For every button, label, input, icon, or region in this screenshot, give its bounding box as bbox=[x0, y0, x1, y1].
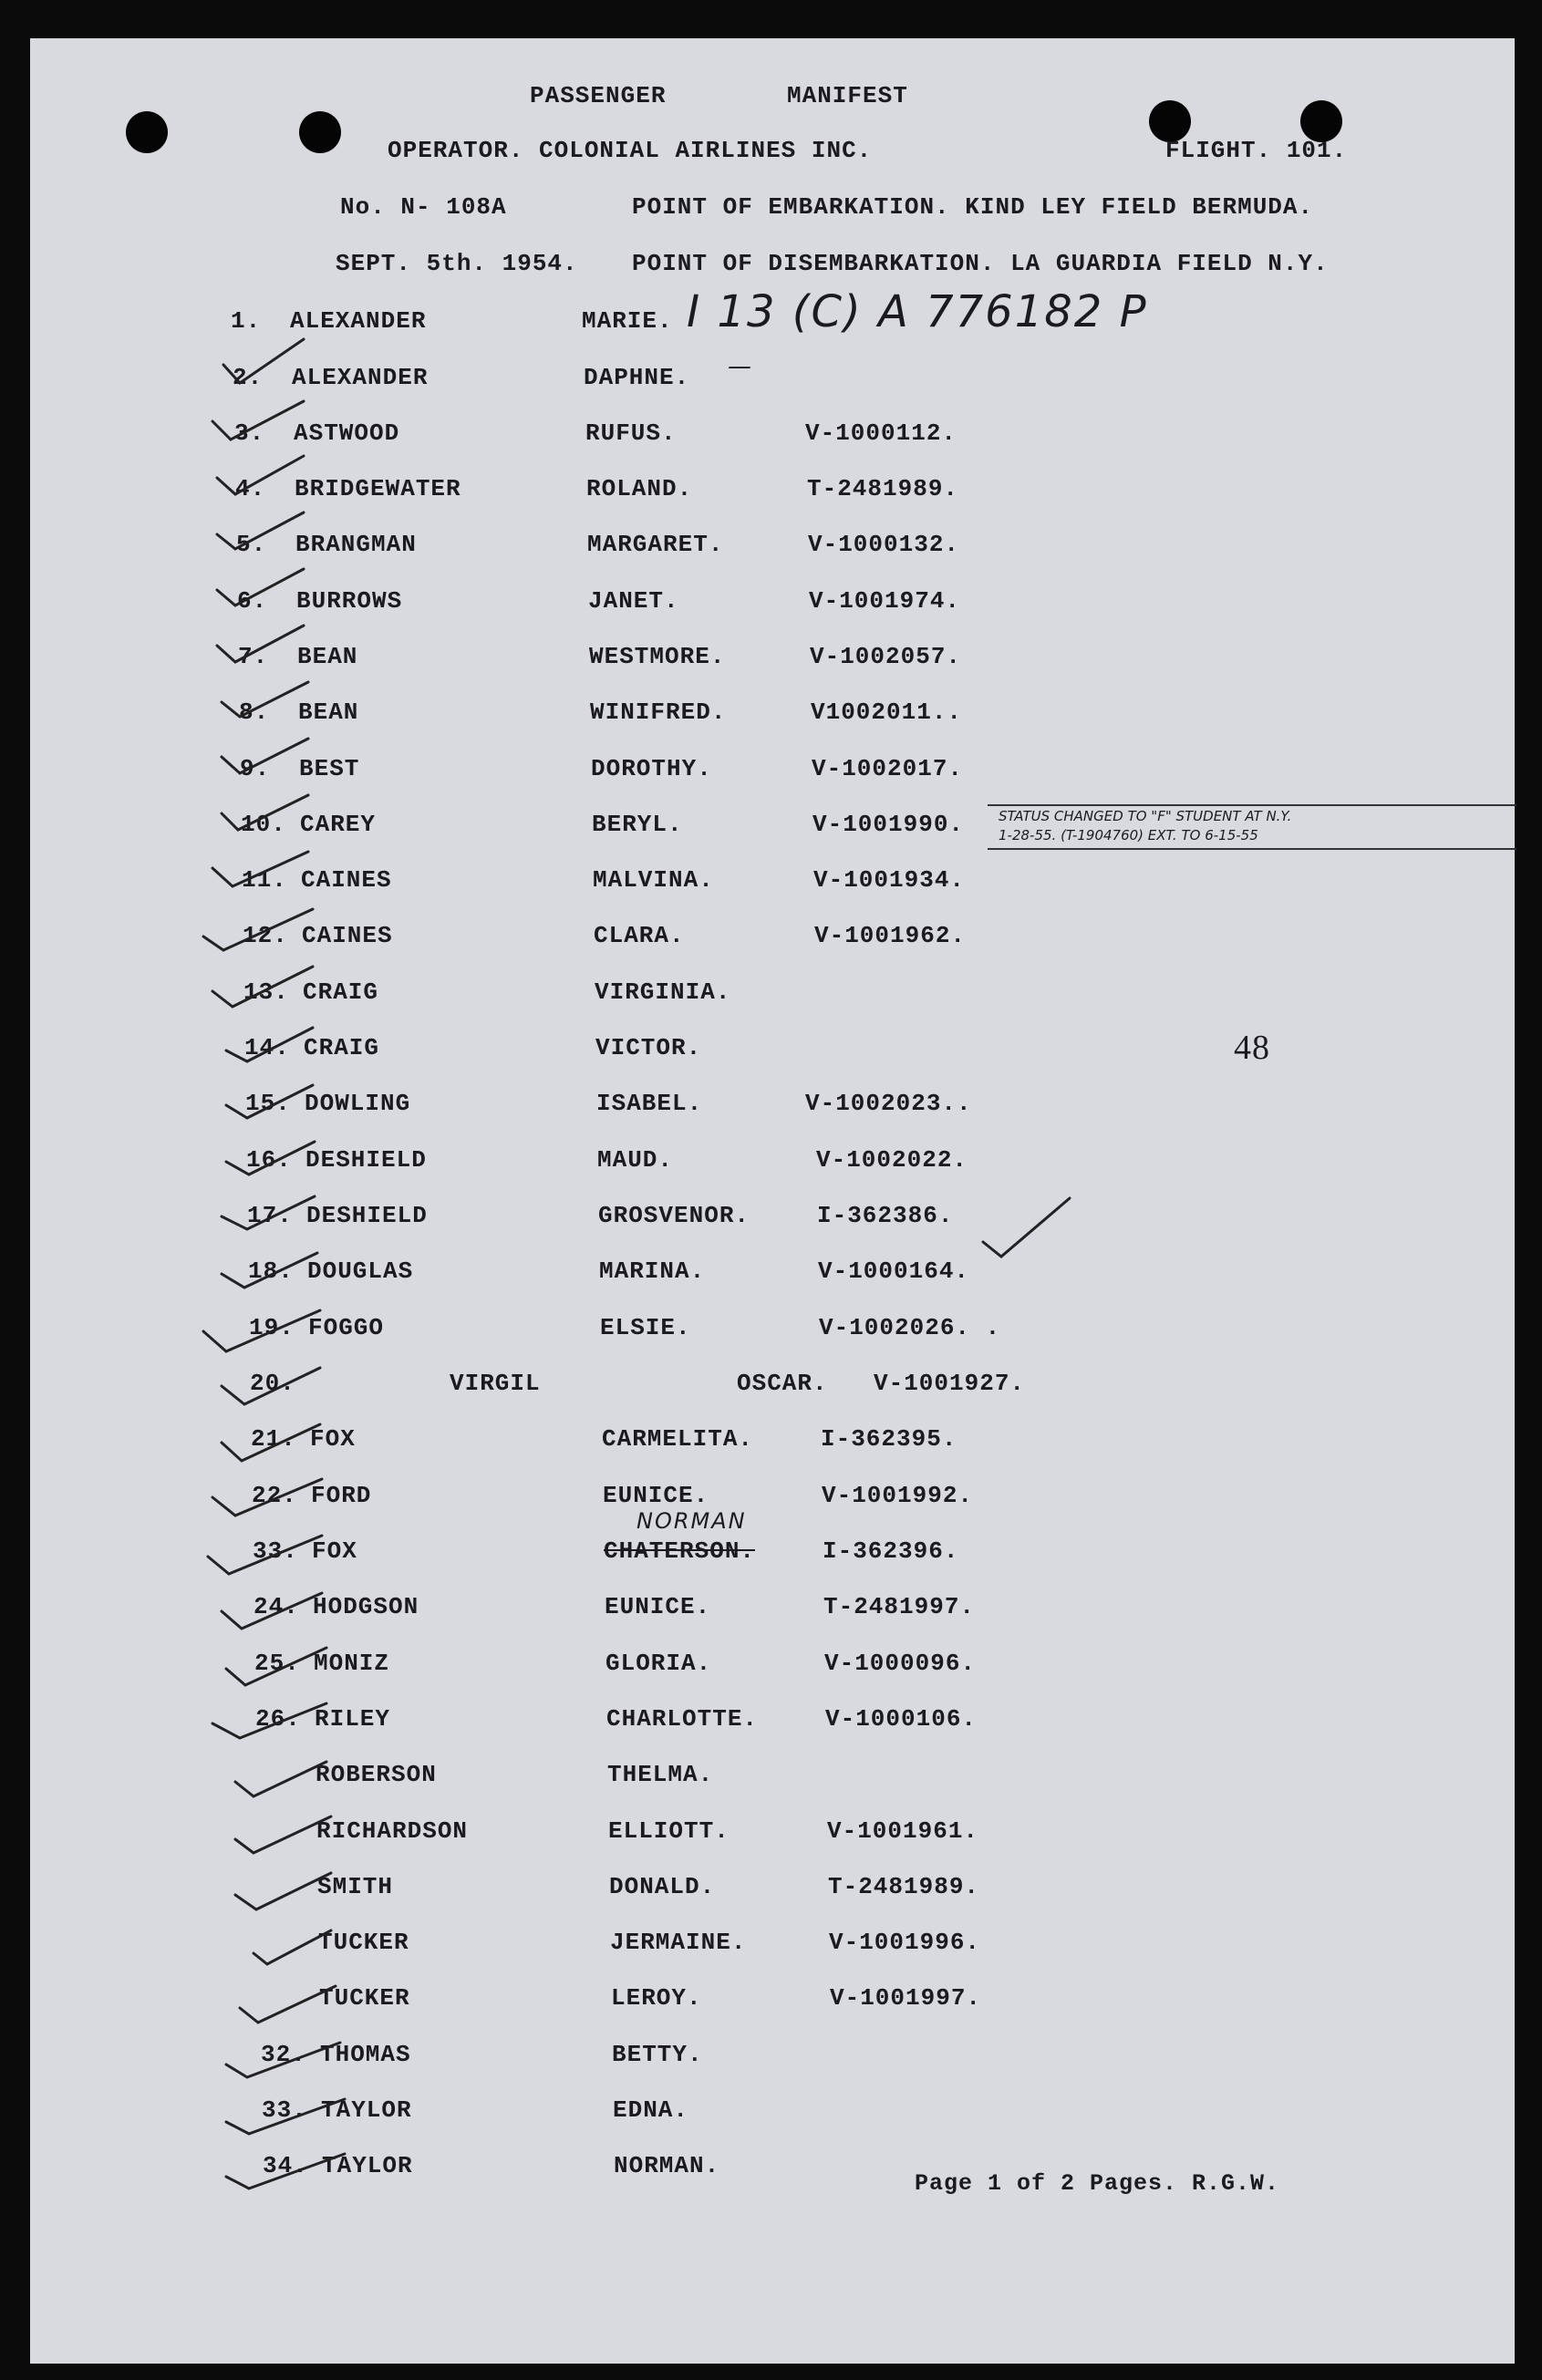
passenger-number: 33. bbox=[262, 2096, 307, 2124]
passenger-document: I-362395. bbox=[821, 1425, 957, 1453]
check-mark bbox=[222, 1593, 322, 1629]
point-of-embarkation: POINT OF EMBARKATION. KIND LEY FIELD BERMUDA. bbox=[632, 193, 1314, 221]
check-mark bbox=[235, 1816, 331, 1853]
status-note-line-1: STATUS CHANGED TO "F" STUDENT AT N.Y. bbox=[999, 808, 1292, 824]
passenger-surname: BRANGMAN bbox=[295, 531, 417, 558]
passenger-surname: THOMAS bbox=[320, 2041, 411, 2068]
passenger-number: 1. bbox=[231, 307, 262, 335]
passenger-number: 33. bbox=[253, 1537, 298, 1565]
aircraft-number: No. N- 108A bbox=[340, 193, 507, 221]
passenger-number: 17. bbox=[247, 1202, 293, 1229]
check-mark bbox=[254, 1930, 331, 1964]
passenger-number: 14. bbox=[244, 1034, 290, 1061]
passenger-given-name: LEROY. bbox=[611, 1984, 702, 2012]
passenger-document: I-362396. bbox=[823, 1537, 959, 1565]
passenger-surname: VIRGIL bbox=[450, 1370, 541, 1397]
passenger-given-name: ELSIE. bbox=[600, 1314, 691, 1341]
passenger-given-name: DOROTHY. bbox=[591, 755, 712, 782]
passenger-given-name: CLARA. bbox=[594, 922, 685, 949]
passenger-document: V-1002023.. bbox=[805, 1090, 972, 1117]
passenger-given-name: GROSVENOR. bbox=[598, 1202, 750, 1229]
handwritten-check-marks bbox=[30, 38, 1515, 2364]
passenger-given-name: DONALD. bbox=[609, 1873, 716, 1900]
check-mark bbox=[222, 1253, 317, 1288]
check-mark bbox=[226, 1085, 313, 1118]
passenger-given-name: ROLAND. bbox=[586, 475, 693, 502]
check-mark bbox=[212, 401, 304, 440]
passenger-surname: TUCKER bbox=[318, 1929, 409, 1956]
passenger-surname: FORD bbox=[311, 1482, 372, 1509]
manifest-page bbox=[30, 38, 1515, 2364]
passenger-number: 32. bbox=[261, 2041, 306, 2068]
passenger-number: 15. bbox=[245, 1090, 291, 1117]
check-mark bbox=[212, 1703, 326, 1738]
passenger-document: I-362386. bbox=[817, 1202, 954, 1229]
passenger-surname: ASTWOOD bbox=[294, 419, 400, 447]
passenger-number: 2. bbox=[233, 364, 264, 391]
passenger-given-name: EDNA. bbox=[613, 2096, 689, 2124]
passenger-given-name-struck: CHATERSON. bbox=[604, 1537, 756, 1565]
passenger-number: 19. bbox=[249, 1314, 295, 1341]
page-footer: Page 1 of 2 Pages. R.G.W. bbox=[915, 2170, 1280, 2197]
passenger-given-name: MAUD. bbox=[597, 1146, 674, 1174]
flight-date: SEPT. 5th. 1954. bbox=[336, 250, 578, 277]
passenger-number: 9. bbox=[240, 755, 271, 782]
passenger-given-name: ISABEL. bbox=[596, 1090, 703, 1117]
passenger-document: T-2481989. bbox=[807, 475, 959, 502]
check-mark bbox=[226, 1028, 313, 1061]
passenger-surname: DOUGLAS bbox=[307, 1257, 414, 1285]
passenger-number: 13. bbox=[243, 978, 289, 1006]
passenger-document: V-1001990. bbox=[812, 811, 965, 838]
point-of-disembarkation: POINT OF DISEMBARKATION. LA GUARDIA FIELD N.Y. bbox=[632, 250, 1329, 277]
passenger-surname: CAREY bbox=[300, 811, 377, 838]
passenger-given-name: GLORIA. bbox=[605, 1650, 712, 1677]
passenger-number: 8. bbox=[239, 698, 270, 726]
passenger-surname: ALEXANDER bbox=[290, 307, 427, 335]
check-mark bbox=[217, 569, 304, 605]
passenger-document: V-1002017. bbox=[812, 755, 964, 782]
passenger-surname: DOWLING bbox=[305, 1090, 411, 1117]
check-mark bbox=[212, 852, 308, 886]
passenger-document: V-1001996. bbox=[829, 1929, 981, 1956]
check-mark bbox=[226, 1648, 326, 1685]
passenger-given-name: RUFUS. bbox=[585, 419, 677, 447]
passenger-surname: FOGGO bbox=[308, 1314, 385, 1341]
passenger-document: T-2481989. bbox=[828, 1873, 980, 1900]
passenger-number: 21. bbox=[251, 1425, 296, 1453]
passenger-number: 22. bbox=[252, 1482, 297, 1509]
check-mark bbox=[983, 1198, 1070, 1257]
passenger-surname: ROBERSON bbox=[316, 1761, 437, 1788]
check-mark bbox=[240, 1986, 336, 2023]
passenger-surname: ALEXANDER bbox=[292, 364, 429, 391]
passenger-surname: BEST bbox=[299, 755, 360, 782]
passenger-surname: FOX bbox=[310, 1425, 356, 1453]
passenger-number: 11. bbox=[242, 866, 287, 894]
passenger-surname: TAYLOR bbox=[322, 2152, 413, 2179]
passenger-document: T-2481997. bbox=[823, 1593, 976, 1620]
passenger-surname: BEAN bbox=[297, 643, 358, 670]
passenger-surname: BEAN bbox=[298, 698, 359, 726]
passenger-document: V-1002026. . bbox=[819, 1314, 1001, 1341]
passenger-document: V-1001962. bbox=[814, 922, 967, 949]
passenger-document: V-1000112. bbox=[805, 419, 957, 447]
check-mark bbox=[226, 2154, 345, 2189]
passenger-given-name: WINIFRED. bbox=[590, 698, 727, 726]
check-mark bbox=[222, 1424, 320, 1461]
passenger-given-name: EUNICE. bbox=[605, 1593, 711, 1620]
operator-line: OPERATOR. COLONIAL AIRLINES INC. bbox=[388, 137, 873, 164]
passenger-number: 3. bbox=[234, 419, 265, 447]
passenger-document: V-1001927. bbox=[874, 1370, 1026, 1397]
check-mark bbox=[226, 2043, 340, 2077]
check-mark bbox=[212, 1479, 322, 1516]
check-mark bbox=[222, 682, 308, 717]
passenger-given-name: EUNICE. bbox=[603, 1482, 709, 1509]
check-mark bbox=[203, 1310, 320, 1351]
passenger-number: 6. bbox=[237, 587, 268, 615]
passenger-document: V-1002057. bbox=[810, 643, 962, 670]
passenger-surname: CRAIG bbox=[304, 1034, 380, 1061]
passenger-surname: RICHARDSON bbox=[316, 1817, 469, 1845]
handwritten-dash: — bbox=[728, 353, 753, 380]
passenger-surname: CAINES bbox=[301, 866, 392, 894]
check-mark bbox=[217, 626, 304, 662]
check-mark bbox=[223, 339, 304, 383]
passenger-given-name: JERMAINE. bbox=[610, 1929, 747, 1956]
passenger-surname: CRAIG bbox=[303, 978, 379, 1006]
passenger-given-name: CHARLOTTE. bbox=[606, 1705, 759, 1733]
passenger-document: V-1000132. bbox=[808, 531, 960, 558]
passenger-given-name: BETTY. bbox=[612, 2041, 703, 2068]
passenger-number: 7. bbox=[238, 643, 269, 670]
passenger-number: 25. bbox=[254, 1650, 300, 1677]
passenger-number: 24. bbox=[254, 1593, 299, 1620]
check-mark bbox=[203, 909, 313, 950]
passenger-surname: HODGSON bbox=[313, 1593, 419, 1620]
passenger-document: V-1002022. bbox=[816, 1146, 968, 1174]
passenger-given-name: MALVINA. bbox=[593, 866, 714, 894]
passenger-number: 12. bbox=[243, 922, 288, 949]
title-manifest: MANIFEST bbox=[787, 82, 908, 109]
check-mark bbox=[222, 1368, 320, 1404]
check-mark bbox=[226, 2099, 345, 2134]
passenger-given-name: MARIE. bbox=[582, 307, 673, 335]
check-mark bbox=[226, 1142, 315, 1174]
passenger-surname: FOX bbox=[312, 1537, 357, 1565]
passenger-given-name: WESTMORE. bbox=[589, 643, 726, 670]
passenger-given-name: NORMAN. bbox=[614, 2152, 720, 2179]
passenger-surname: RILEY bbox=[315, 1705, 391, 1733]
page-number: 48 bbox=[1234, 1029, 1270, 1067]
passenger-surname: SMITH bbox=[317, 1873, 394, 1900]
handwritten-correction: NORMAN bbox=[636, 1508, 747, 1534]
passenger-given-name: JANET. bbox=[588, 587, 679, 615]
passenger-document: V-1001992. bbox=[822, 1482, 974, 1509]
passenger-surname: CAINES bbox=[302, 922, 393, 949]
passenger-given-name: MARINA. bbox=[599, 1257, 706, 1285]
status-note-line-2: 1-28-55. (T-1904760) EXT. TO 6-15-55 bbox=[999, 827, 1258, 843]
passenger-document: V-1000164. bbox=[818, 1257, 970, 1285]
check-mark bbox=[217, 512, 304, 549]
passenger-surname: MONIZ bbox=[314, 1650, 390, 1677]
passenger-given-name: ELLIOTT. bbox=[608, 1817, 730, 1845]
passenger-given-name: VIRGINIA. bbox=[595, 978, 731, 1006]
passenger-surname: DESHIELD bbox=[306, 1202, 428, 1229]
passenger-number: 10. bbox=[241, 811, 286, 838]
check-mark bbox=[212, 967, 313, 1007]
check-mark bbox=[208, 1536, 322, 1574]
passenger-surname: DESHIELD bbox=[305, 1146, 427, 1174]
title-passenger: PASSENGER bbox=[530, 82, 667, 109]
passenger-number: 4. bbox=[235, 475, 266, 502]
passenger-surname: BRIDGEWATER bbox=[295, 475, 461, 502]
passenger-given-name: BERYL. bbox=[592, 811, 683, 838]
handwritten-alien-number: I 13 (C) A 776182 P bbox=[687, 286, 1148, 337]
passenger-given-name: OSCAR. bbox=[737, 1370, 828, 1397]
passenger-surname: TAYLOR bbox=[321, 2096, 412, 2124]
check-mark bbox=[222, 795, 308, 830]
flight-number: FLIGHT. 101. bbox=[1165, 137, 1348, 164]
check-mark bbox=[235, 1873, 331, 1909]
passenger-number: 18. bbox=[248, 1257, 294, 1285]
passenger-given-name: CARMELITA. bbox=[602, 1425, 754, 1453]
passenger-document: V1002011.. bbox=[811, 698, 963, 726]
passenger-document: V-1001997. bbox=[830, 1984, 982, 2012]
passenger-document: V-1000106. bbox=[825, 1705, 978, 1733]
passenger-given-name: MARGARET. bbox=[587, 531, 724, 558]
passenger-surname: TUCKER bbox=[319, 1984, 410, 2012]
passenger-number: 20. bbox=[250, 1370, 295, 1397]
passenger-number: 34. bbox=[263, 2152, 308, 2179]
passenger-given-name: THELMA. bbox=[607, 1761, 714, 1788]
check-mark bbox=[222, 1196, 315, 1229]
passenger-document: V-1001934. bbox=[813, 866, 966, 894]
passenger-number: 5. bbox=[236, 531, 267, 558]
passenger-document: V-1001974. bbox=[809, 587, 961, 615]
passenger-document: V-1001961. bbox=[827, 1817, 979, 1845]
check-mark bbox=[222, 739, 308, 773]
check-mark bbox=[217, 456, 304, 494]
check-mark bbox=[235, 1762, 326, 1796]
passenger-given-name: DAPHNE. bbox=[584, 364, 690, 391]
passenger-number: 16. bbox=[246, 1146, 292, 1174]
passenger-number: 26. bbox=[255, 1705, 301, 1733]
passenger-surname: BURROWS bbox=[296, 587, 403, 615]
passenger-given-name: VICTOR. bbox=[595, 1034, 702, 1061]
passenger-document: V-1000096. bbox=[824, 1650, 977, 1677]
